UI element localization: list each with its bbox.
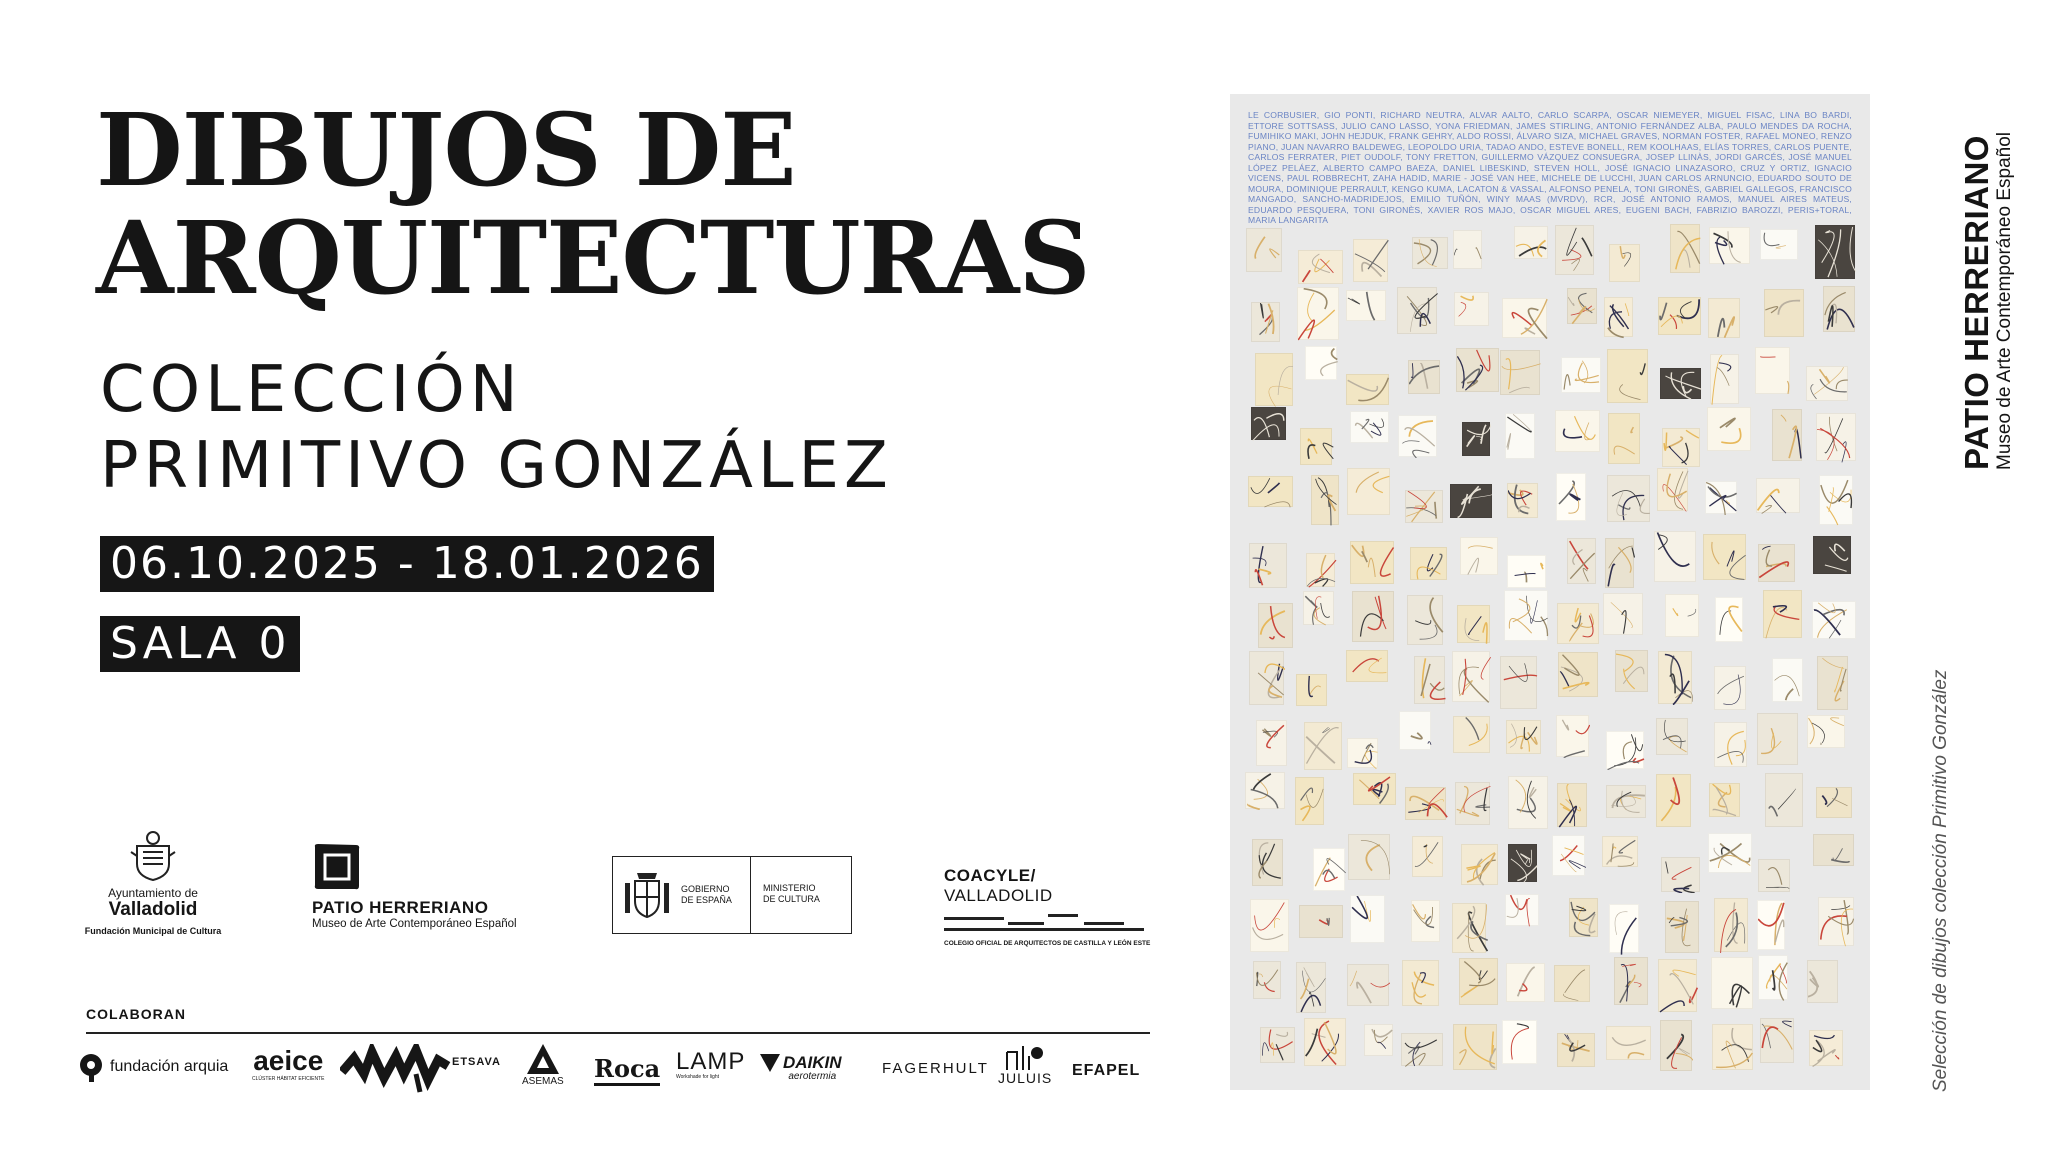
drawing-thumbnail xyxy=(1251,407,1285,440)
room-badge: SALA 0 xyxy=(100,616,300,672)
drawing-thumbnail xyxy=(1603,593,1644,636)
drawing-thumbnail xyxy=(1656,774,1691,827)
drawing-thumbnail xyxy=(1407,595,1443,646)
drawing-thumbnail xyxy=(1313,848,1345,891)
drawing-thumbnail xyxy=(1606,785,1646,819)
drawing-thumbnail xyxy=(1460,537,1497,576)
sponsor-aeice xyxy=(252,1046,325,1082)
drawing-thumbnail xyxy=(1346,650,1388,682)
drawing-thumbnail xyxy=(1758,544,1795,582)
drawing-thumbnail xyxy=(1252,839,1283,885)
drawing-thumbnail xyxy=(1507,555,1546,588)
drawing-thumbnail xyxy=(1251,302,1281,343)
vertical-brand-name: PATIO HERRERIANO xyxy=(1958,135,1995,470)
drawing-thumbnail xyxy=(1402,960,1439,1006)
drawing-thumbnail xyxy=(1305,346,1337,380)
coacyle-sub: COLEGIO OFICIAL DE ARQUITECTOS DE CASTILLA Y LEÓN ESTE xyxy=(944,940,1151,947)
drawing-thumbnail xyxy=(1554,965,1590,1002)
drawing-thumbnail xyxy=(1552,835,1585,875)
drawing-thumbnail xyxy=(1567,288,1597,324)
sponsor-lamp xyxy=(676,1050,745,1080)
drawing-thumbnail xyxy=(1557,1033,1595,1066)
drawing-thumbnail xyxy=(1758,859,1791,892)
drawing-thumbnail xyxy=(1660,368,1701,399)
patio-name: PATIO HERRERIANO xyxy=(312,898,489,917)
drawing-thumbnail xyxy=(1500,350,1541,395)
drawing-thumbnail xyxy=(1364,1024,1393,1056)
drawing-thumbnail xyxy=(1818,897,1854,946)
drawing-thumbnail xyxy=(1504,590,1548,641)
drawing-thumbnail xyxy=(1709,227,1750,264)
drawing-thumbnail xyxy=(1304,722,1342,770)
coat-of-arms-icon xyxy=(129,830,177,882)
sponsor-asemas xyxy=(522,1042,564,1087)
sponsor-etsava xyxy=(340,1044,501,1094)
aeice-sub: CLÚSTER HÁBITAT EFICIENTE xyxy=(252,1076,325,1082)
drawing-thumbnail xyxy=(1346,290,1386,321)
drawing-thumbnail xyxy=(1508,844,1537,883)
sponsor-fundacion-arquia xyxy=(78,1052,228,1082)
drawing-thumbnail xyxy=(1614,957,1647,1005)
drawing-thumbnail xyxy=(1756,478,1800,514)
drawing-thumbnail xyxy=(1453,230,1482,269)
daikin-mark-icon xyxy=(760,1054,780,1072)
drawing-thumbnail xyxy=(1705,481,1737,514)
drawing-thumbnail xyxy=(1708,833,1752,873)
asemas-text: ASEMAS xyxy=(522,1076,564,1087)
drawing-thumbnail xyxy=(1567,538,1597,584)
fagerhult-text: FAGERHULT xyxy=(882,1060,989,1077)
arquia-q-icon xyxy=(78,1052,104,1082)
asemas-triangle-icon xyxy=(525,1042,561,1076)
aeice-text: aeice xyxy=(253,1045,324,1076)
drawing-thumbnail xyxy=(1555,410,1600,453)
efapel-text: EFAPEL xyxy=(1072,1062,1141,1079)
drawing-thumbnail xyxy=(1303,591,1334,625)
square-mark-icon xyxy=(312,842,362,892)
drawing-thumbnail xyxy=(1506,963,1546,1003)
sponsor-daikin xyxy=(760,1054,842,1082)
ministry-line-2: DE CULTURA xyxy=(763,894,820,904)
drawing-thumbnail xyxy=(1670,224,1700,272)
exhibition-subtitle xyxy=(100,352,1000,504)
drawing-thumbnail xyxy=(1249,543,1287,588)
drawing-thumbnail xyxy=(1602,836,1638,867)
drawing-thumbnail xyxy=(1707,407,1751,451)
sponsor-roca xyxy=(594,1054,660,1083)
drawing-thumbnail xyxy=(1658,297,1701,335)
drawing-thumbnail xyxy=(1453,1024,1498,1069)
drawing-thumbnail xyxy=(1813,834,1855,867)
drawing-thumbnail xyxy=(1658,959,1697,1012)
drawing-thumbnail xyxy=(1347,964,1389,1006)
drawing-thumbnail xyxy=(1604,297,1633,338)
drawing-thumbnail xyxy=(1350,411,1389,444)
valladolid-line-1: Ayuntamiento de xyxy=(108,886,198,900)
drawing-thumbnail xyxy=(1297,287,1339,340)
drawing-thumbnail xyxy=(1760,1018,1793,1064)
drawing-thumbnail xyxy=(1502,1020,1536,1064)
subtitle-line-2: PRIMITIVO GONZÁLEZ xyxy=(100,429,893,503)
title-line-2: ARQUITECTURAS xyxy=(96,199,1090,317)
drawing-thumbnail xyxy=(1255,353,1293,406)
drawing-thumbnail xyxy=(1557,603,1599,644)
drawing-thumbnail xyxy=(1806,366,1849,401)
roca-text: Roca xyxy=(594,1054,660,1086)
date-range-badge: 06.10.2025 - 18.01.2026 xyxy=(100,536,714,592)
drawing-thumbnail xyxy=(1606,731,1644,769)
drawing-thumbnail xyxy=(1555,225,1594,276)
drawing-thumbnail xyxy=(1405,490,1443,524)
drawing-thumbnail xyxy=(1459,958,1499,1005)
drawing-thumbnail xyxy=(1348,834,1390,879)
drawing-thumbnail xyxy=(1772,409,1802,461)
drawing-thumbnail xyxy=(1615,650,1647,692)
drawing-thumbnail xyxy=(1813,536,1851,574)
drawing-thumbnail xyxy=(1758,955,1788,1000)
drawing-thumbnail xyxy=(1714,898,1748,952)
drawing-thumbnail xyxy=(1514,226,1549,258)
drawing-thumbnail xyxy=(1823,286,1854,332)
drawing-thumbnail xyxy=(1452,651,1490,702)
drawing-thumbnail xyxy=(1250,899,1289,952)
drawing-thumbnail xyxy=(1661,857,1700,892)
drawing-thumbnail xyxy=(1256,720,1287,766)
drawing-thumbnail xyxy=(1411,900,1440,942)
valladolid-line-2: Valladolid xyxy=(108,899,198,920)
drawing-thumbnail xyxy=(1807,960,1838,1003)
drawing-thumbnail xyxy=(1258,603,1293,649)
drawing-thumbnail xyxy=(1299,905,1343,939)
drawing-thumbnail xyxy=(1300,428,1333,465)
patio-tagline: Museo de Arte Contemporáneo Español xyxy=(312,918,517,930)
drawing-thumbnail xyxy=(1505,413,1536,459)
drawing-thumbnail xyxy=(1656,718,1688,754)
drawing-thumbnail xyxy=(1500,656,1537,710)
drawing-thumbnail xyxy=(1298,250,1343,283)
drawing-thumbnail xyxy=(1311,475,1339,525)
drawing-thumbnail xyxy=(1249,651,1284,705)
etsava-text: ETSAVA xyxy=(452,1056,501,1068)
colaboran-label: COLABORAN xyxy=(86,1006,186,1022)
juluis-mark-icon xyxy=(1003,1044,1047,1070)
drawing-thumbnail xyxy=(1454,292,1489,326)
drawing-thumbnail xyxy=(1760,229,1798,261)
drawing-thumbnail xyxy=(1246,228,1283,272)
drawing-thumbnail xyxy=(1812,601,1856,639)
drawing-thumbnail xyxy=(1819,475,1853,525)
ministry-line-1: MINISTERIO xyxy=(763,883,816,893)
coacyle-logo xyxy=(944,866,1151,947)
drawing-thumbnail xyxy=(1346,374,1389,405)
drawing-thumbnail xyxy=(1763,590,1802,638)
daikin-text: DAIKIN xyxy=(783,1053,842,1072)
drawing-thumbnail xyxy=(1405,787,1447,820)
spain-shield-icon xyxy=(623,869,671,921)
drawing-thumbnail xyxy=(1507,483,1537,518)
drawing-thumbnail xyxy=(1353,773,1396,805)
drawing-thumbnail xyxy=(1505,894,1539,926)
exhibition-poster xyxy=(1230,94,1870,1090)
drawing-thumbnail xyxy=(1502,298,1547,338)
juluis-text: JULUIS xyxy=(998,1070,1053,1086)
exhibition-title xyxy=(96,91,1096,317)
drawing-thumbnail xyxy=(1248,476,1293,508)
drawing-thumbnail xyxy=(1757,713,1798,766)
drawing-thumbnail xyxy=(1414,656,1445,704)
drawing-thumbnail xyxy=(1558,652,1599,698)
lamp-sub: Workshade for light xyxy=(676,1074,719,1080)
drawing-thumbnail xyxy=(1710,354,1739,405)
drawing-thumbnail xyxy=(1347,738,1378,769)
drawing-thumbnail xyxy=(1412,237,1448,270)
lamp-text: LAMP xyxy=(676,1048,746,1075)
drawing-thumbnail xyxy=(1816,787,1852,818)
drawing-thumbnail xyxy=(1456,348,1499,392)
drawing-thumbnail xyxy=(1556,715,1589,757)
drawing-thumbnail xyxy=(1658,651,1692,704)
sponsor-juluis xyxy=(998,1044,1052,1086)
drawing-thumbnail xyxy=(1665,901,1699,953)
daikin-sub: aerotermia xyxy=(788,1071,837,1082)
vertical-caption: Selección de dibujos colección Primitivo González xyxy=(1930,669,1951,1092)
valladolid-line-3: Fundación Municipal de Cultura xyxy=(84,926,222,936)
drawing-thumbnail xyxy=(1569,898,1598,937)
drawing-thumbnail xyxy=(1662,428,1700,467)
drawing-thumbnail xyxy=(1397,287,1437,335)
drawing-thumbnail xyxy=(1605,538,1634,588)
drawing-thumbnail xyxy=(1399,711,1431,750)
drawing-thumbnail xyxy=(1657,468,1688,511)
drawings-grid xyxy=(1244,224,1856,1076)
drawing-thumbnail xyxy=(1245,772,1286,809)
drawing-thumbnail xyxy=(1556,473,1586,521)
drawing-thumbnail xyxy=(1764,289,1804,337)
drawing-thumbnail xyxy=(1712,1024,1753,1070)
drawing-thumbnail xyxy=(1755,347,1789,395)
drawing-thumbnail xyxy=(1412,836,1443,877)
drawing-thumbnail xyxy=(1408,360,1440,394)
drawing-thumbnail xyxy=(1260,1027,1295,1063)
drawing-thumbnail xyxy=(1461,844,1499,885)
patio-herreriano-logo xyxy=(312,842,517,930)
coacyle-bars-graphic xyxy=(944,912,1144,936)
drawing-thumbnail xyxy=(1816,413,1856,462)
drawing-thumbnail xyxy=(1714,666,1746,710)
drawing-thumbnail xyxy=(1462,422,1491,456)
coacyle-name: COACYLE xyxy=(944,866,1031,885)
drawing-thumbnail xyxy=(1817,656,1848,711)
drawing-thumbnail xyxy=(1708,298,1740,338)
drawing-thumbnail xyxy=(1607,349,1649,403)
drawing-thumbnail xyxy=(1353,239,1389,282)
drawing-thumbnail xyxy=(1714,722,1747,767)
valladolid-logo xyxy=(78,830,228,936)
drawing-thumbnail xyxy=(1757,900,1786,950)
drawing-thumbnail xyxy=(1347,468,1390,516)
gobierno-espana-logo xyxy=(612,856,852,934)
drawing-thumbnail xyxy=(1450,484,1492,518)
vertical-brand-tagline: Museo de Arte Contemporáneo Español xyxy=(1994,132,2015,470)
drawing-thumbnail xyxy=(1304,1018,1346,1067)
drawing-thumbnail xyxy=(1455,782,1490,826)
drawing-thumbnail xyxy=(1352,591,1394,642)
drawing-thumbnail xyxy=(1401,1033,1443,1066)
drawing-thumbnail xyxy=(1608,413,1639,465)
sponsor-efapel xyxy=(1072,1062,1140,1080)
coacyle-slash: / xyxy=(1030,866,1036,885)
sponsor-fagerhult xyxy=(882,1060,989,1077)
subtitle-line-1: COLECCIÓN xyxy=(100,353,523,427)
drawing-thumbnail xyxy=(1660,1020,1692,1071)
drawing-thumbnail xyxy=(1765,773,1803,828)
drawing-thumbnail xyxy=(1609,244,1640,283)
drawing-thumbnail xyxy=(1296,962,1326,1013)
vertical-brand xyxy=(1960,132,2016,470)
drawing-thumbnail xyxy=(1398,415,1437,458)
drawing-thumbnail xyxy=(1807,715,1845,748)
drawing-thumbnail xyxy=(1452,903,1487,953)
drawing-thumbnail xyxy=(1709,783,1741,818)
title-line-1: DIBUJOS DE xyxy=(96,91,796,209)
drawing-thumbnail xyxy=(1561,357,1601,393)
drawing-thumbnail xyxy=(1350,895,1385,943)
drawing-thumbnail xyxy=(1665,594,1699,637)
drawing-thumbnail xyxy=(1295,777,1324,825)
drawing-thumbnail xyxy=(1508,776,1548,829)
drawing-thumbnail xyxy=(1772,658,1804,701)
drawing-thumbnail xyxy=(1607,475,1651,522)
drawing-thumbnail xyxy=(1253,961,1282,999)
drawing-thumbnail xyxy=(1654,531,1696,582)
arquia-text: fundación arquia xyxy=(110,1058,229,1075)
architect-names-list: LE CORBUSIER, GIO PONTI, RICHARD NEUTRA, ALVAR AALTO, CARLO SCARPA, OSCAR NIEMEYER, MIGUEL FISAC, LINA BO BARDI, ETTORE SOTTSASS, JULIO CANO LASSO, YONA FRIEDMAN, JAMES STIRLING, ANTONIO FERNÁNDEZ ALBA, PAULO MENDES DA ROCHA, FUMIHIKO MAKI, JOHN HEJDUK, FRANK GEHRY, ALDO ROSSI, ÁLVARO SIZA, MICHAEL GRAVES, NORMAN FOSTER, RAFAEL MONEO, RENZO PIANO, JUAN NAVARRO BALDEWEG, LEOPOLDO URIA, TADAO ANDO, ESTEVE BONELL, REM KOOLHAAS, ELÍAS TORRES, CARLOS PUENTE, CARLOS FERRATER, PIET OUDOLF, TONY FRETTON, GUILLERMO VÁZQUEZ CONSUEGRA, JOSEP LLINÀS, JORDI GARCÉS, JOSÉ MANUEL LÓPEZ PELÁEZ, ALBERTO CAMPO BAEZA, DANIEL LIBESKIND, STEVEN HOLL, JOSÉ IGNACIO LINAZASORO, CRUZ Y ORTIZ, IGNACIO VICENS, PAUL ROBBRECHT, ZAHA HADID, MARIE - JOSÉ VAN HEE, MICHELE DE LUCCHI, JUAN CARLOS ARNUNCIO, EDUARDO SOUTO DE MOURA, DOMINIQUE PERRAULT, KENGO KUMA, LACATON & VASSAL, ALFONSO PENELA, TONI GIRONÈS, GABRIEL GALLEGOS, FRANCISCO MANGADO, SANCHO-MADRIDEJOS, EMILIO TUÑÓN, WINY MAAS (MVRDV), RCR, JOSÉ ANTONIO RAMOS, MANUEL AIRES MATEUS, EDUARDO PESQUERA, TONI GIRONÈS, XAVIER ROS MAJO, OSCAR MIGUEL ARES, EUGENI BACH, FABRIZIO BAROZZI, PERIS+TORAL, MARIA LANGARITA xyxy=(1248,110,1852,225)
colaboran-divider xyxy=(86,1032,1150,1034)
drawing-thumbnail xyxy=(1350,541,1395,584)
drawing-thumbnail xyxy=(1715,597,1744,641)
drawing-thumbnail xyxy=(1296,674,1328,706)
drawing-thumbnail xyxy=(1703,534,1746,580)
drawing-thumbnail xyxy=(1557,783,1587,827)
gobierno-line-1: GOBIERNO xyxy=(681,884,730,894)
coacyle-city: VALLADOLID xyxy=(944,886,1053,905)
drawing-thumbnail xyxy=(1711,957,1753,1010)
drawing-thumbnail xyxy=(1457,605,1490,644)
drawing-thumbnail xyxy=(1606,1026,1651,1060)
gobierno-line-2: DE ESPAÑA xyxy=(681,895,732,905)
drawing-thumbnail xyxy=(1809,1030,1843,1066)
drawing-thumbnail xyxy=(1815,225,1855,279)
drawing-thumbnail xyxy=(1506,720,1541,754)
drawing-thumbnail xyxy=(1410,547,1447,580)
etsava-mark-icon xyxy=(340,1044,452,1094)
drawing-thumbnail xyxy=(1609,904,1639,954)
drawing-thumbnail xyxy=(1306,553,1336,587)
drawing-thumbnail xyxy=(1453,716,1490,754)
